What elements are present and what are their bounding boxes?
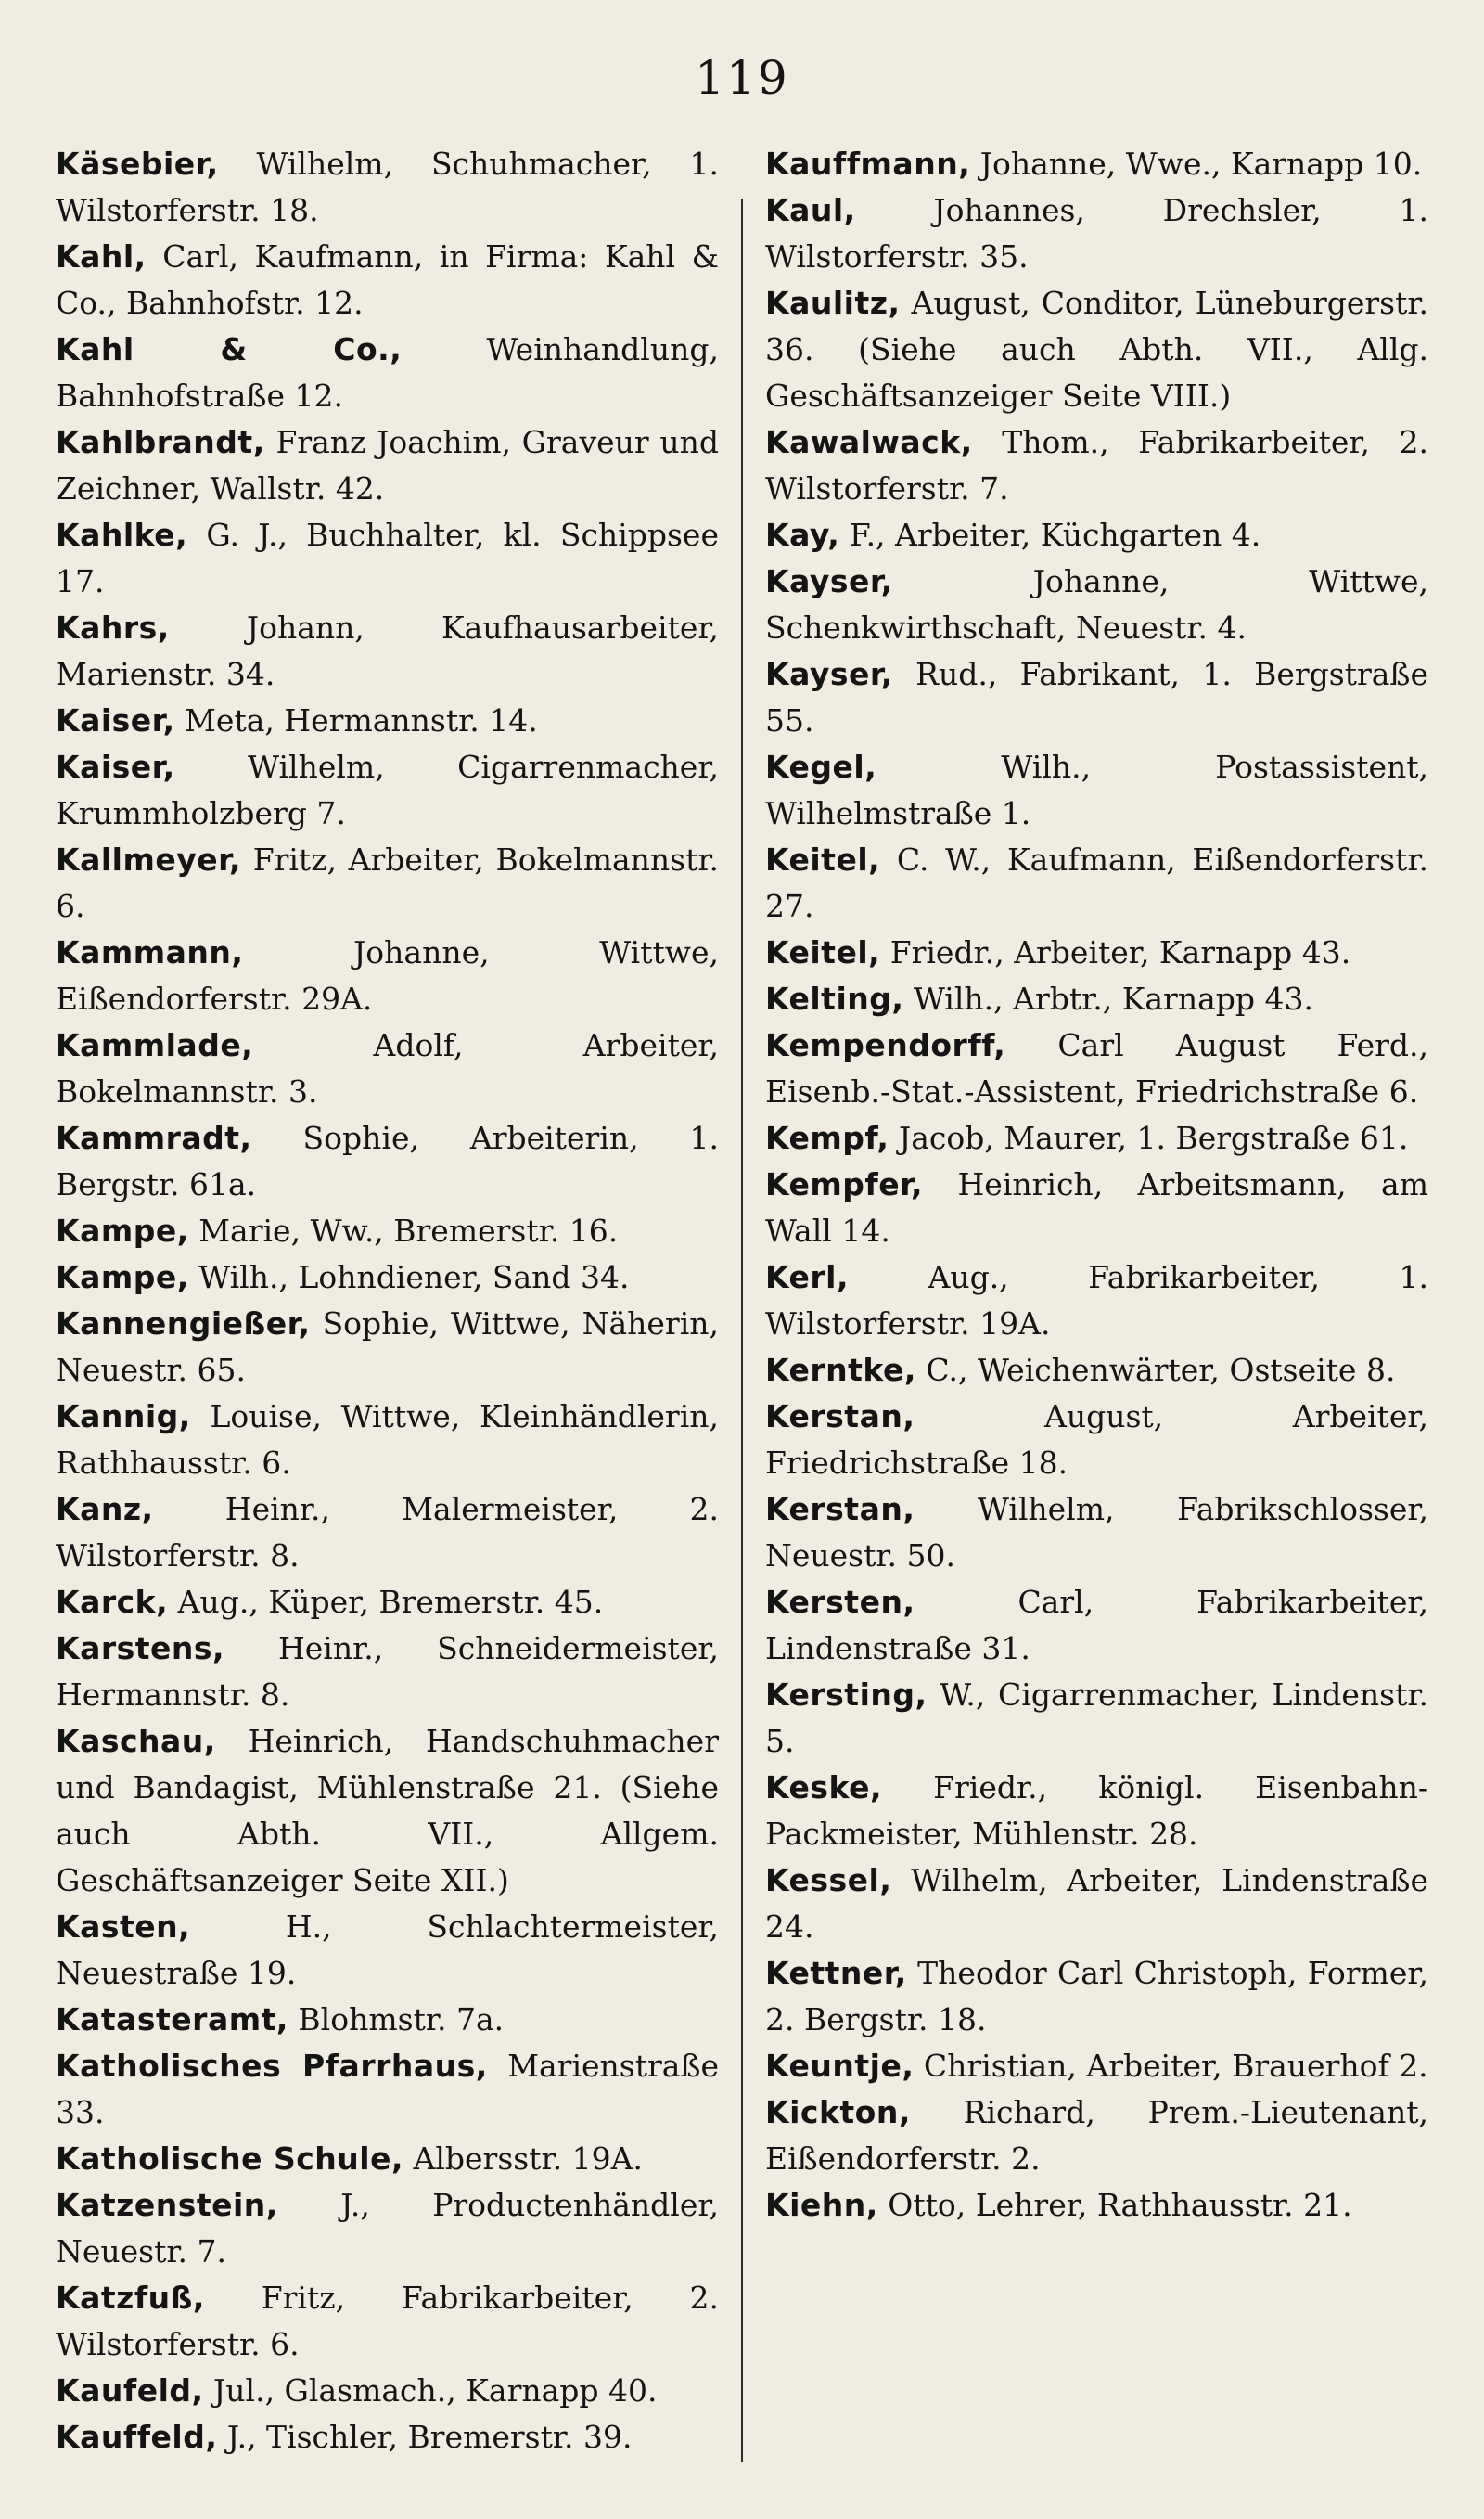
entry-name: Katasteramt, <box>56 2001 288 2037</box>
directory-entry <box>56 605 719 698</box>
entry-name: Kannig, <box>56 1398 191 1434</box>
entry-details: Johanne, Wittwe, Eißendorferstr. 29A. <box>56 934 719 1017</box>
directory-entry <box>765 2182 1428 2229</box>
entry-name: Kettner, <box>765 1955 907 1991</box>
entry-name: Keitel, <box>765 842 881 878</box>
right-column <box>765 141 1428 2461</box>
directory-entry <box>56 2368 719 2414</box>
entry-name: Kersten, <box>765 1584 915 1620</box>
directory-entry <box>56 419 719 512</box>
entry-details: Wilhelm, Cigarrenmacher, Krummholzberg 7. <box>56 749 719 831</box>
directory-entry <box>765 1394 1428 1486</box>
entry-details: J., Productenhändler, Neuestr. 7. <box>56 2187 719 2269</box>
entry-name: Kallmeyer, <box>56 842 242 878</box>
entry-name: Kerl, <box>765 1259 849 1295</box>
entry-details: Wilh., Arbtr., Karnapp 43. <box>913 981 1313 1017</box>
directory-entry <box>56 1394 719 1486</box>
entry-details: Franz Joachim, Graveur und Zeichner, Wallstr. 42. <box>56 424 719 507</box>
directory-entry <box>56 1904 719 1997</box>
entry-name: Kannengießer, <box>56 1305 311 1342</box>
entry-details: J., Tischler, Bremerstr. 39. <box>226 2419 633 2455</box>
entry-details: Johanne, Wwe., Karnapp 10. <box>979 146 1423 182</box>
entry-name: Kaufeld, <box>56 2372 204 2409</box>
directory-entry <box>56 1208 719 1254</box>
entry-details: C. W., Kaufmann, Eißendorferstr. 27. <box>765 842 1428 924</box>
entry-name: Kayser, <box>765 656 893 692</box>
directory-entry <box>56 1579 719 1626</box>
left-column <box>56 141 719 2461</box>
entry-name: Kerstan, <box>765 1398 915 1434</box>
entry-name: Kempf, <box>765 1120 889 1156</box>
directory-entry <box>56 837 719 930</box>
entry-details: Sophie, Wittwe, Näherin, Neuestr. 65. <box>56 1305 719 1388</box>
entry-details: Albersstr. 19A. <box>413 2140 643 2177</box>
entry-details: W., Cigarrenmacher, Lindenstr. 5. <box>765 1677 1428 1759</box>
entry-name: Käsebier, <box>56 146 219 182</box>
entry-details: Fritz, Arbeiter, Bokelmannstr. 6. <box>56 842 720 924</box>
directory-entry <box>765 1022 1428 1115</box>
entry-name: Kickton, <box>765 2094 911 2130</box>
directory-entry <box>56 930 719 1022</box>
entry-name: Kawalwack, <box>765 424 973 460</box>
entry-details: Louise, Wittwe, Kleinhändlerin, Rathhausstr. 6. <box>56 1398 719 1481</box>
entry-name: Kauffeld, <box>56 2419 218 2455</box>
directory-entry <box>56 1997 719 2043</box>
directory-entry <box>765 512 1428 559</box>
entry-name: Kelting, <box>765 981 904 1017</box>
entry-details: Heinr., Malermeister, 2. Wilstorferstr. 8. <box>56 1491 719 1574</box>
directory-entry <box>765 280 1428 419</box>
entry-details: Christian, Arbeiter, Brauerhof 2. <box>923 2048 1428 2084</box>
entry-name: Kaiser, <box>56 749 175 785</box>
entry-name: Kahl, <box>56 238 147 275</box>
directory-entry <box>765 1579 1428 1672</box>
entry-details: Marie, Ww., Bremerstr. 16. <box>198 1213 619 1249</box>
entry-name: Kahl & Co., <box>56 331 403 367</box>
entry-name: Kammlade, <box>56 1027 254 1063</box>
entry-name: Kaul, <box>765 192 856 228</box>
entry-details: Adolf, Arbeiter, Bokelmannstr. 3. <box>56 1027 719 1110</box>
entry-details: August, Conditor, Lüneburgerstr. 36. (Siehe auch Abth. VII., Allg. Geschäftsanzeiger Seite VIII.) <box>765 285 1428 414</box>
entry-name: Kammradt, <box>56 1120 252 1156</box>
entry-name: Kanz, <box>56 1491 154 1527</box>
directory-entry <box>765 419 1428 512</box>
entry-name: Kerstan, <box>765 1491 915 1527</box>
directory-entry <box>765 1254 1428 1347</box>
entry-name: Kammann, <box>56 934 244 970</box>
page-number: 119 <box>695 51 789 105</box>
entry-details: Meta, Hermannstr. 14. <box>185 702 538 739</box>
directory-entry <box>765 2043 1428 2089</box>
entry-details: G. J., Buchhalter, kl. Schippsee 17. <box>56 517 719 599</box>
directory-entry <box>765 2089 1428 2182</box>
entry-details: Friedr., Arbeiter, Karnapp 43. <box>889 934 1351 970</box>
directory-entry <box>765 1765 1428 1857</box>
directory-entry <box>56 2043 719 2136</box>
entry-name: Kasten, <box>56 1909 191 1945</box>
directory-entry <box>765 1857 1428 1950</box>
entry-name: Kersting, <box>765 1677 928 1713</box>
entry-name: Kegel, <box>765 749 877 785</box>
entry-name: Kaulitz, <box>765 285 901 321</box>
entry-details: Wilhelm, Arbeiter, Lindenstraße 24. <box>765 1862 1428 1945</box>
directory-entry <box>765 559 1428 651</box>
directory-entry <box>56 698 719 744</box>
entry-details: Jul., Glasmach., Karnapp 40. <box>213 2372 658 2409</box>
entry-details: Jacob, Maurer, 1. Bergstraße 61. <box>898 1120 1409 1156</box>
entry-details: Fritz, Fabrikarbeiter, 2. Wilstorferstr. 6. <box>56 2280 719 2362</box>
entry-details: Aug., Küper, Bremerstr. 45. <box>177 1584 604 1620</box>
entry-details: Wilhelm, Fabrikschlosser, Neuestr. 50. <box>765 1491 1428 1574</box>
entry-details: August, Arbeiter, Friedrichstraße 18. <box>765 1398 1428 1481</box>
directory-entry <box>765 1347 1428 1394</box>
directory-entry <box>56 512 719 605</box>
entry-details: Johannes, Drechsler, 1. Wilstorferstr. 35. <box>765 192 1428 275</box>
directory-entry <box>56 234 719 327</box>
entry-name: Kiehn, <box>765 2187 878 2223</box>
entry-name: Kahrs, <box>56 610 170 646</box>
directory-entry <box>56 1115 719 1208</box>
entry-name: Keitel, <box>765 934 881 970</box>
entry-details: Heinrich, Handschuhmacher und Bandagist, Mühlenstraße 21. (Siehe auch Abth. VII., Allgem. Geschäftsanzeiger Seite XII.) <box>56 1723 719 1898</box>
entry-details: Wilh., Postassistent, Wilhelmstraße 1. <box>765 749 1428 831</box>
entry-name: Katholische Schule, <box>56 2140 404 2177</box>
directory-entry <box>765 1162 1428 1254</box>
entry-name: Kerntke, <box>765 1352 916 1388</box>
entry-name: Kahlbrandt, <box>56 424 265 460</box>
directory-entry <box>765 930 1428 976</box>
entry-details: Carl, Fabrikarbeiter, Lindenstraße 31. <box>765 1584 1428 1666</box>
entry-name: Kaschau, <box>56 1723 216 1759</box>
directory-entry <box>765 1672 1428 1765</box>
entry-name: Kessel, <box>765 1862 892 1898</box>
directory-entry <box>765 1115 1428 1162</box>
entry-name: Kampe, <box>56 1259 189 1295</box>
entry-name: Kampe, <box>56 1213 189 1249</box>
entry-details: Blohmstr. 7a. <box>298 2001 505 2037</box>
directory-entry <box>765 187 1428 280</box>
entry-details: Theodor Carl Christoph, Former, 2. Bergstr. 18. <box>765 1955 1428 2037</box>
entry-details: H., Schlachtermeister, Neuestraße 19. <box>56 1909 719 1991</box>
entry-details: Friedr., königl. Eisenbahn-Packmeister, Mühlenstr. 28. <box>765 1769 1428 1852</box>
entry-details: Heinrich, Arbeitsmann, am Wall 14. <box>765 1166 1428 1249</box>
directory-entry <box>56 327 719 419</box>
entry-details: Aug., Fabrikarbeiter, 1. Wilstorferstr. 19A. <box>765 1259 1428 1342</box>
directory-entry <box>765 141 1428 187</box>
directory-entry <box>56 2182 719 2275</box>
entry-name: Kauffmann, <box>765 146 971 182</box>
directory-entry <box>765 837 1428 930</box>
entry-details: Johann, Kaufhausarbeiter, Marienstr. 34. <box>56 610 719 692</box>
directory-entry <box>765 976 1428 1022</box>
directory-entry <box>56 1626 719 1718</box>
entry-name: Keuntje, <box>765 2048 915 2084</box>
entry-details: Wilhelm, Schuhmacher, 1. Wilstorferstr. 18. <box>56 146 720 228</box>
directory-entry <box>56 2136 719 2182</box>
entry-details: Otto, Lehrer, Rathhausstr. 21. <box>888 2187 1352 2223</box>
entry-name: Kayser, <box>765 563 893 599</box>
directory-entry <box>56 141 719 234</box>
entry-name: Karstens, <box>56 1630 225 1666</box>
directory-entry <box>765 744 1428 837</box>
entry-details: Richard, Prem.-Lieutenant, Eißendorferstr. 2. <box>765 2094 1428 2177</box>
entry-name: Katholisches Pfarrhaus, <box>56 2048 488 2084</box>
entry-name: Keske, <box>765 1769 882 1806</box>
entry-details: Carl August Ferd., Eisenb.-Stat.-Assistent, Friedrichstraße 6. <box>765 1027 1428 1110</box>
entry-name: Kempendorff, <box>765 1027 1006 1063</box>
entry-name: Kaiser, <box>56 702 175 739</box>
directory-entry <box>765 651 1428 744</box>
entry-details: Wilh., Lohndiener, Sand 34. <box>198 1259 630 1295</box>
entry-details: Rud., Fabrikant, 1. Bergstraße 55. <box>765 656 1428 739</box>
entry-name: Katzenstein, <box>56 2187 278 2223</box>
column-divider <box>741 199 743 2462</box>
directory-entry <box>56 744 719 837</box>
directory-entry <box>56 1022 719 1115</box>
directory-entry <box>56 2414 719 2461</box>
entry-details: Johanne, Wittwe, Schenkwirthschaft, Neuestr. 4. <box>765 563 1428 646</box>
directory-entry <box>56 1486 719 1579</box>
entry-name: Katzfuß, <box>56 2280 205 2316</box>
columns <box>56 141 1428 2461</box>
entry-name: Kay, <box>765 517 840 553</box>
directory-entry <box>56 1718 719 1904</box>
entry-name: Kahlke, <box>56 517 188 553</box>
entry-details: Carl, Kaufmann, in Firma: Kahl & Co., Bahnhofstr. 12. <box>56 238 719 321</box>
entry-details: C., Weichenwärter, Ostseite 8. <box>926 1352 1396 1388</box>
entry-name: Kempfer, <box>765 1166 924 1202</box>
entry-details: Heinr., Schneidermeister, Hermannstr. 8. <box>56 1630 719 1713</box>
entry-name: Karck, <box>56 1584 169 1620</box>
entry-details: Sophie, Arbeiterin, 1. Bergstr. 61a. <box>56 1120 719 1202</box>
directory-entry <box>765 1950 1428 2043</box>
directory-entry <box>56 1254 719 1301</box>
entry-details: Thom., Fabrikarbeiter, 2. Wilstorferstr. 7. <box>765 424 1428 507</box>
directory-entry <box>765 1486 1428 1579</box>
directory-entry <box>56 2275 719 2368</box>
entry-details: Weinhandlung, Bahnhofstraße 12. <box>56 331 719 414</box>
entry-details: F., Arbeiter, Küchgarten 4. <box>849 517 1261 553</box>
directory-entry <box>56 1301 719 1394</box>
entry-details: Marienstraße 33. <box>56 2048 719 2130</box>
